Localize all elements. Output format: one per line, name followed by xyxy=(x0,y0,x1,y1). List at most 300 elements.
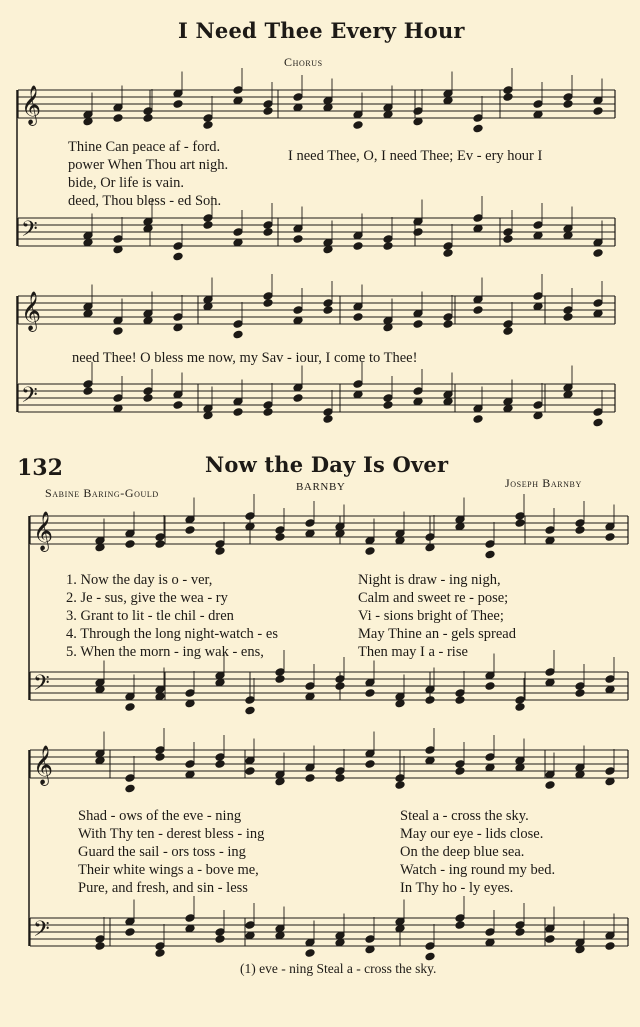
note-head xyxy=(515,756,525,765)
note-head xyxy=(503,397,513,406)
note-head xyxy=(215,678,225,687)
note-head xyxy=(275,668,285,677)
note-head xyxy=(473,214,483,223)
note-head xyxy=(125,692,135,701)
note-head xyxy=(95,543,105,552)
verse-line-right: Watch - ing round my bed. xyxy=(400,862,556,878)
note-head xyxy=(455,760,465,769)
note-head xyxy=(563,231,573,240)
note-head xyxy=(365,945,375,954)
hymn-title: Now the Day Is Over xyxy=(205,452,449,477)
note-head xyxy=(455,522,465,531)
note-head xyxy=(485,938,495,947)
note-head xyxy=(125,529,135,538)
note-head xyxy=(485,671,495,680)
note-head xyxy=(293,383,303,392)
note-head xyxy=(335,938,345,947)
note-head xyxy=(383,394,393,403)
note-head xyxy=(233,408,243,417)
note-head xyxy=(365,760,375,769)
lyric-line: Thine Can peace af - ford. xyxy=(68,139,221,155)
note-head xyxy=(413,320,423,329)
note-head xyxy=(473,224,483,233)
note-head xyxy=(263,408,273,417)
clef-icon: 𝄢 xyxy=(33,671,50,701)
note-head xyxy=(203,114,213,123)
note-head xyxy=(305,774,315,783)
note-head xyxy=(515,928,525,937)
note-head xyxy=(443,397,453,406)
note-head xyxy=(305,938,315,947)
note-head xyxy=(545,770,555,779)
note-head xyxy=(203,411,213,420)
verse-line-left: Shad - ows of the eve - ning xyxy=(78,808,242,824)
note-head xyxy=(263,100,273,109)
note-head xyxy=(425,756,435,765)
note-head xyxy=(113,404,123,413)
note-head xyxy=(173,323,183,332)
note-head xyxy=(263,228,273,237)
note-head xyxy=(185,526,195,535)
note-head xyxy=(395,536,405,545)
verse-line-right: Calm and sweet re - pose; xyxy=(358,590,509,606)
note-head xyxy=(503,320,513,329)
note-head xyxy=(473,404,483,413)
note-head xyxy=(395,917,405,926)
note-head xyxy=(563,306,573,315)
note-head xyxy=(515,703,525,712)
note-head xyxy=(413,309,423,318)
note-head xyxy=(533,401,543,410)
note-head xyxy=(593,408,603,417)
note-head xyxy=(443,89,453,98)
note-head xyxy=(305,529,315,538)
chorus-lyric: need Thee! O bless me now, my Sav - iour, I come to Thee! xyxy=(72,350,418,366)
note-head xyxy=(155,692,165,701)
note-head xyxy=(215,540,225,549)
note-head xyxy=(503,404,513,413)
verse-line-left: 2. Je - sus, give the wea - ry xyxy=(66,590,228,606)
note-head xyxy=(353,231,363,240)
note-head xyxy=(335,774,345,783)
note-head xyxy=(275,777,285,786)
note-head xyxy=(185,699,195,708)
lyric-line: bide, Or life is vain. xyxy=(68,175,184,191)
note-head xyxy=(293,235,303,244)
note-head xyxy=(245,931,255,940)
note-head xyxy=(605,533,615,542)
note-head xyxy=(125,703,135,712)
note-head xyxy=(233,320,243,329)
tune-name: BARNBY xyxy=(296,481,346,493)
note-head xyxy=(593,299,603,308)
note-head xyxy=(503,327,513,336)
note-head xyxy=(383,323,393,332)
note-head xyxy=(533,302,543,311)
note-head xyxy=(83,309,93,318)
hymn-number: 132 xyxy=(17,455,63,481)
note-head xyxy=(83,238,93,247)
note-head xyxy=(455,921,465,930)
note-head xyxy=(113,394,123,403)
note-head xyxy=(185,689,195,698)
note-head xyxy=(533,292,543,301)
note-head xyxy=(455,689,465,698)
note-head xyxy=(113,316,123,325)
note-head xyxy=(245,512,255,521)
note-head xyxy=(443,390,453,399)
note-head xyxy=(83,387,93,396)
note-head xyxy=(533,221,543,230)
note-head xyxy=(233,96,243,105)
note-head xyxy=(485,682,495,691)
note-head xyxy=(455,767,465,776)
note-head xyxy=(143,309,153,318)
verse-line-left: Pure, and fresh, and sin - less xyxy=(78,880,248,896)
note-head xyxy=(353,380,363,389)
note-head xyxy=(95,756,105,765)
note-head xyxy=(413,397,423,406)
note-head xyxy=(473,295,483,304)
note-head xyxy=(95,678,105,687)
note-head xyxy=(323,103,333,112)
note-head xyxy=(365,547,375,556)
note-head xyxy=(563,100,573,109)
verse-line-left: 1. Now the day is o - ver, xyxy=(66,572,213,588)
note-head xyxy=(305,682,315,691)
note-head xyxy=(143,217,153,226)
verse-line-right: Night is draw - ing nigh, xyxy=(358,572,501,588)
note-head xyxy=(515,519,525,528)
note-head xyxy=(353,313,363,322)
chorus-lyric: I need Thee, O, I need Thee; Ev - ery hour I xyxy=(288,148,543,164)
note-head xyxy=(203,295,213,304)
lyric-line: power When Thou art nigh. xyxy=(68,157,229,173)
note-head xyxy=(395,774,405,783)
lyric-line: deed, Thou bless - ed Son. xyxy=(68,193,222,209)
note-head xyxy=(395,699,405,708)
verse-line-left: With Thy ten - derest bless - ing xyxy=(78,826,265,842)
note-head xyxy=(425,746,435,755)
note-head xyxy=(443,249,453,258)
composer-credit: Joseph Barnby xyxy=(505,476,582,490)
note-head xyxy=(395,924,405,933)
note-head xyxy=(593,309,603,318)
note-head xyxy=(365,935,375,944)
note-head xyxy=(455,696,465,705)
note-head xyxy=(335,767,345,776)
note-head xyxy=(593,249,603,258)
note-head xyxy=(275,931,285,940)
verse-line-right: Steal a - cross the sky. xyxy=(400,808,529,824)
note-head xyxy=(185,914,195,923)
note-head xyxy=(203,221,213,230)
note-head xyxy=(203,302,213,311)
note-head xyxy=(545,536,555,545)
note-head xyxy=(323,299,333,308)
note-head xyxy=(113,235,123,244)
note-head xyxy=(503,93,513,102)
note-head xyxy=(83,231,93,240)
note-head xyxy=(323,408,333,417)
note-head xyxy=(575,770,585,779)
note-head xyxy=(125,774,135,783)
note-head xyxy=(113,114,123,123)
note-head xyxy=(425,696,435,705)
clef-icon: 𝄢 xyxy=(21,217,38,247)
note-head xyxy=(245,522,255,531)
note-head xyxy=(485,753,495,762)
note-head xyxy=(215,935,225,944)
chorus-label: Chorus xyxy=(284,55,323,69)
note-head xyxy=(395,692,405,701)
note-head xyxy=(383,235,393,244)
verse-line-left: 4. Through the long night-watch - es xyxy=(66,626,278,642)
note-head xyxy=(95,935,105,944)
note-head xyxy=(545,526,555,535)
note-head xyxy=(143,224,153,233)
note-head xyxy=(335,675,345,684)
hymn-title: I Need Thee Every Hour xyxy=(178,18,465,43)
note-head xyxy=(173,390,183,399)
note-head xyxy=(365,689,375,698)
note-head xyxy=(323,96,333,105)
note-head xyxy=(245,706,255,715)
note-head xyxy=(323,245,333,254)
note-head xyxy=(383,103,393,112)
note-head xyxy=(533,231,543,240)
verse-line-right: Then may I a - rise xyxy=(358,644,468,660)
note-head xyxy=(155,949,165,958)
note-head xyxy=(473,124,483,133)
note-head xyxy=(353,121,363,130)
note-head xyxy=(563,383,573,392)
note-head xyxy=(233,397,243,406)
note-head xyxy=(215,671,225,680)
note-head xyxy=(155,746,165,755)
note-head xyxy=(485,763,495,772)
note-head xyxy=(353,242,363,251)
note-head xyxy=(605,522,615,531)
note-head xyxy=(425,543,435,552)
note-head xyxy=(293,316,303,325)
note-head xyxy=(155,533,165,542)
note-head xyxy=(605,675,615,684)
note-head xyxy=(473,306,483,315)
verse-line-left: 3. Grant to lit - tle chil - dren xyxy=(66,608,234,624)
note-head xyxy=(293,394,303,403)
note-head xyxy=(425,533,435,542)
note-head xyxy=(143,387,153,396)
note-head xyxy=(275,533,285,542)
note-head xyxy=(575,519,585,528)
note-head xyxy=(323,238,333,247)
note-head xyxy=(413,117,423,126)
note-head xyxy=(215,753,225,762)
verse-line-left: Guard the sail - ors toss - ing xyxy=(78,844,246,860)
note-head xyxy=(125,917,135,926)
note-head xyxy=(305,763,315,772)
verse-line-left: 5. When the morn - ing wak - ens, xyxy=(66,644,264,660)
note-head xyxy=(533,110,543,119)
note-head xyxy=(575,945,585,954)
note-head xyxy=(593,418,603,427)
note-head xyxy=(155,685,165,694)
note-head xyxy=(395,781,405,790)
note-head xyxy=(605,942,615,951)
note-head xyxy=(563,313,573,322)
note-head xyxy=(263,401,273,410)
note-head xyxy=(575,938,585,947)
note-head xyxy=(545,935,555,944)
note-head xyxy=(185,760,195,769)
verse-line-right: In Thy ho - ly eyes. xyxy=(400,880,514,896)
note-head xyxy=(413,387,423,396)
verse-line-left: Their white wings a - bove me, xyxy=(78,862,259,878)
note-head xyxy=(125,928,135,937)
note-head xyxy=(203,214,213,223)
note-head xyxy=(425,942,435,951)
note-head xyxy=(545,668,555,677)
verse-line-right: May our eye - lids close. xyxy=(400,826,544,842)
note-head xyxy=(173,252,183,261)
note-head xyxy=(143,114,153,123)
note-head xyxy=(83,380,93,389)
note-head xyxy=(173,401,183,410)
note-head xyxy=(293,103,303,112)
note-head xyxy=(605,685,615,694)
note-head xyxy=(335,529,345,538)
note-head xyxy=(383,316,393,325)
note-head xyxy=(233,228,243,237)
note-head xyxy=(275,526,285,535)
note-head xyxy=(125,784,135,793)
note-head xyxy=(233,330,243,339)
note-head xyxy=(263,292,273,301)
note-head xyxy=(353,302,363,311)
note-head xyxy=(383,401,393,410)
note-head xyxy=(575,763,585,772)
note-head xyxy=(545,781,555,790)
clef-icon: 𝄞 xyxy=(33,511,54,551)
note-head xyxy=(593,238,603,247)
note-head xyxy=(173,100,183,109)
note-head xyxy=(203,121,213,130)
note-head xyxy=(503,235,513,244)
note-head xyxy=(545,678,555,687)
note-head xyxy=(575,682,585,691)
note-head xyxy=(605,931,615,940)
note-head xyxy=(305,692,315,701)
note-head xyxy=(473,415,483,424)
note-head xyxy=(515,696,525,705)
note-head xyxy=(503,228,513,237)
note-head xyxy=(515,763,525,772)
note-head xyxy=(173,313,183,322)
note-head xyxy=(293,306,303,315)
note-head xyxy=(113,327,123,336)
note-head xyxy=(503,86,513,95)
note-head xyxy=(275,770,285,779)
note-head xyxy=(353,110,363,119)
clef-icon: 𝄞 xyxy=(21,85,42,125)
note-head xyxy=(155,753,165,762)
note-head xyxy=(335,931,345,940)
note-head xyxy=(395,529,405,538)
note-head xyxy=(143,316,153,325)
note-head xyxy=(545,924,555,933)
note-head xyxy=(515,921,525,930)
note-head xyxy=(143,107,153,116)
note-head xyxy=(95,685,105,694)
note-head xyxy=(383,242,393,251)
note-head xyxy=(185,924,195,933)
note-head xyxy=(383,110,393,119)
note-head xyxy=(173,242,183,251)
note-head xyxy=(83,302,93,311)
note-head xyxy=(185,515,195,524)
note-head xyxy=(173,89,183,98)
note-head xyxy=(263,221,273,230)
note-head xyxy=(473,114,483,123)
note-head xyxy=(563,93,573,102)
note-head xyxy=(335,522,345,531)
note-head xyxy=(425,685,435,694)
note-head xyxy=(455,914,465,923)
note-head xyxy=(245,921,255,930)
clef-icon: 𝄞 xyxy=(33,745,54,785)
note-head xyxy=(323,306,333,315)
note-head xyxy=(113,103,123,112)
note-head xyxy=(95,749,105,758)
note-head xyxy=(563,224,573,233)
note-head xyxy=(113,245,123,254)
note-head xyxy=(515,512,525,521)
note-head xyxy=(245,767,255,776)
note-head xyxy=(485,540,495,549)
note-head xyxy=(605,767,615,776)
note-head xyxy=(305,519,315,528)
note-head xyxy=(293,93,303,102)
note-head xyxy=(575,526,585,535)
note-head xyxy=(593,107,603,116)
note-head xyxy=(443,242,453,251)
clef-icon: 𝄢 xyxy=(21,383,38,413)
note-head xyxy=(533,411,543,420)
note-head xyxy=(485,928,495,937)
note-head xyxy=(215,760,225,769)
note-head xyxy=(275,675,285,684)
footnote: (1) eve - ning Steal a - cross the sky. xyxy=(240,961,437,976)
note-head xyxy=(95,536,105,545)
note-head xyxy=(575,689,585,698)
note-head xyxy=(245,756,255,765)
note-head xyxy=(353,390,363,399)
note-head xyxy=(533,100,543,109)
note-head xyxy=(95,942,105,951)
note-head xyxy=(455,515,465,524)
note-head xyxy=(233,238,243,247)
note-head xyxy=(263,107,273,116)
note-head xyxy=(155,942,165,951)
note-head xyxy=(125,540,135,549)
note-head xyxy=(335,682,345,691)
note-head xyxy=(323,415,333,424)
note-head xyxy=(365,749,375,758)
note-head xyxy=(485,550,495,559)
note-head xyxy=(83,117,93,126)
verse-line-right: May Thine an - gels spread xyxy=(358,626,516,642)
